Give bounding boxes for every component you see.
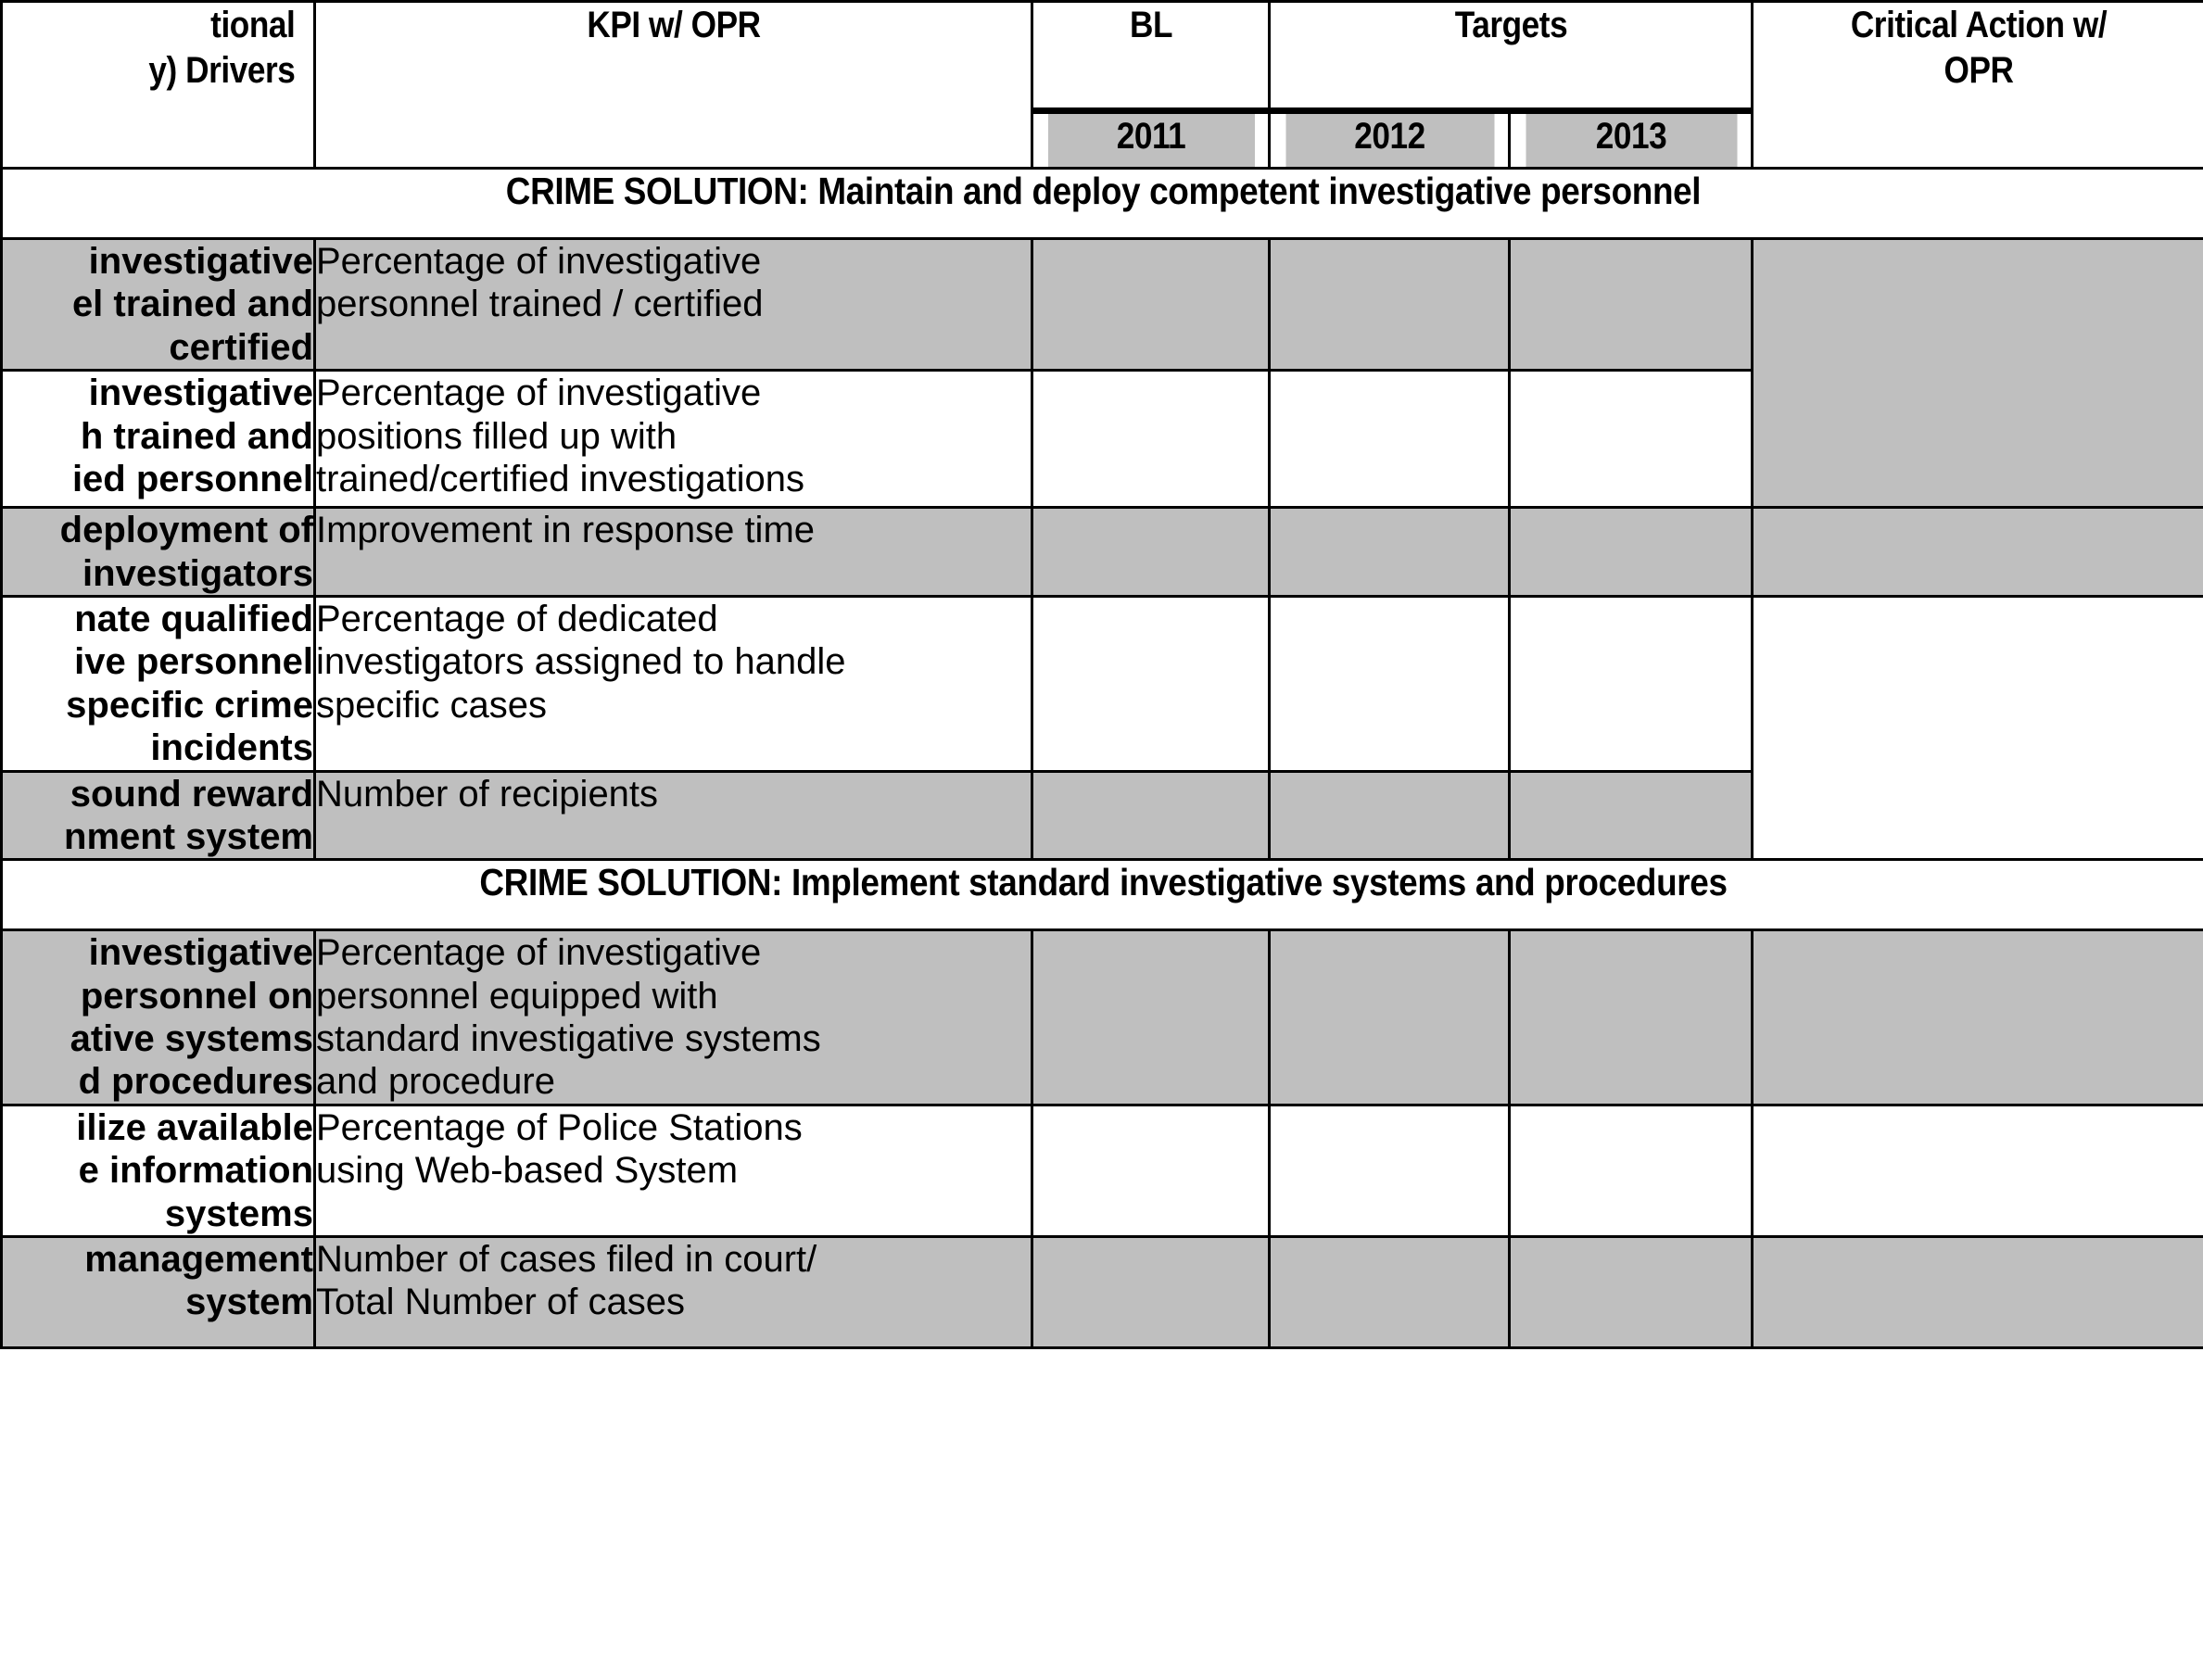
driver-line: ied personnel <box>71 458 313 499</box>
value-cell-2012[interactable] <box>1270 596 1510 771</box>
header-critical-action-line2: OPR <box>1943 49 2013 91</box>
critical-action-cell[interactable] <box>1753 508 2203 597</box>
header-row-primary <box>2 2 2203 111</box>
driver-line: sound reward <box>70 773 313 815</box>
header-critical-action <box>1779 2 2177 169</box>
table-row <box>2 596 2203 771</box>
driver-cell <box>2 596 315 771</box>
kpi-line: Percentage of dedicated <box>316 598 718 639</box>
driver-line: investigators <box>82 552 313 594</box>
kpi-cell <box>315 930 1032 1105</box>
section-banner-row <box>2 169 2203 239</box>
header-baseline-label: BL <box>1129 5 1172 45</box>
value-cell-2013[interactable] <box>1510 930 1753 1105</box>
kpi-line: personnel equipped with <box>316 975 718 1017</box>
value-cell-2012[interactable] <box>1270 1237 1510 1348</box>
header-kpi <box>358 2 989 169</box>
kpi-cell <box>315 771 1032 860</box>
value-cell-2013[interactable] <box>1510 771 1753 860</box>
driver-line: specific crime <box>66 684 313 726</box>
value-cell-bl[interactable] <box>1032 930 1270 1105</box>
driver-cell <box>2 771 315 860</box>
value-cell-bl[interactable] <box>1032 508 1270 597</box>
driver-line: d procedures <box>78 1061 313 1103</box>
value-cell-2013[interactable] <box>1510 239 1753 371</box>
section-title-1: CRIME SOLUTION: Maintain and deploy competent investigative personnel <box>111 169 2094 239</box>
value-cell-2012[interactable] <box>1270 771 1510 860</box>
kpi-line: investigators assigned to handle <box>316 641 846 683</box>
driver-line: nment system <box>64 815 313 857</box>
kpi-line: Improvement in response time <box>316 510 816 551</box>
driver-cell <box>2 1105 315 1236</box>
value-cell-bl[interactable] <box>1032 239 1270 371</box>
header-year-2011 <box>1046 111 1255 169</box>
section-title-2: CRIME SOLUTION: Implement standard investigative systems and procedures <box>111 860 2094 930</box>
driver-line: deployment of <box>59 510 313 551</box>
value-cell-2013[interactable] <box>1510 508 1753 597</box>
value-cell-2013[interactable] <box>1510 371 1753 508</box>
critical-action-cell[interactable] <box>1753 239 2203 508</box>
kpi-cell <box>315 1105 1032 1236</box>
table-row <box>2 1105 2203 1236</box>
critical-action-cell[interactable] <box>1753 930 2203 1105</box>
table-row <box>2 508 2203 597</box>
value-cell-2012[interactable] <box>1270 508 1510 597</box>
driver-line: ilize available <box>76 1106 313 1148</box>
value-cell-2012[interactable] <box>1270 239 1510 371</box>
kpi-cell <box>315 371 1032 508</box>
header-drivers-line2: y) Drivers <box>147 49 295 91</box>
kpi-cell <box>315 239 1032 371</box>
driver-cell <box>2 508 315 597</box>
value-cell-bl[interactable] <box>1032 771 1270 860</box>
driver-line: investigative <box>88 241 313 282</box>
driver-cell <box>2 1237 315 1348</box>
critical-action-cell[interactable] <box>1753 1237 2203 1348</box>
kpi-line: Percentage of investigative <box>316 932 762 974</box>
value-cell-2013[interactable] <box>1510 596 1753 771</box>
kpi-line: standard investigative systems <box>316 1018 821 1060</box>
header-year-2011-label: 2011 <box>1116 116 1185 157</box>
header-drivers-line1: tional <box>209 5 295 45</box>
kpi-line: specific cases <box>316 684 547 726</box>
kpi-line: Number of cases filed in court/ <box>316 1239 817 1281</box>
driver-line: incidents <box>150 727 313 769</box>
driver-line: investigative <box>88 932 313 974</box>
driver-line: ative systems <box>70 1018 313 1060</box>
value-cell-2012[interactable] <box>1270 371 1510 508</box>
header-year-2013-label: 2013 <box>1595 116 1666 157</box>
driver-line: el trained and <box>71 284 313 325</box>
kpi-cell <box>315 596 1032 771</box>
driver-line: nate qualified <box>74 598 313 639</box>
driver-line: system <box>185 1282 313 1323</box>
kpi-line: positions filled up with <box>316 415 677 457</box>
value-cell-bl[interactable] <box>1032 1237 1270 1348</box>
table-row <box>2 239 2203 371</box>
value-cell-bl[interactable] <box>1032 1105 1270 1236</box>
header-year-2013 <box>1524 111 1738 169</box>
header-targets-label: Targets <box>1454 5 1567 45</box>
driver-line: systems <box>164 1193 313 1234</box>
header-baseline <box>1046 2 1255 111</box>
header-drivers <box>20 2 296 169</box>
kpi-line: trained/certified investigations <box>316 458 804 499</box>
kpi-line: Percentage of investigative <box>316 373 762 414</box>
kpi-line: Percentage of investigative <box>316 241 762 282</box>
kpi-line: Percentage of Police Stations <box>316 1106 803 1148</box>
driver-line: ive personnel <box>74 641 313 683</box>
critical-action-cell[interactable] <box>1753 1105 2203 1236</box>
value-cell-bl[interactable] <box>1032 371 1270 508</box>
driver-cell <box>2 371 315 508</box>
driver-line: investigative <box>88 373 313 414</box>
value-cell-bl[interactable] <box>1032 596 1270 771</box>
table-header <box>2 2 2203 169</box>
kpi-line: personnel trained / certified <box>316 284 764 325</box>
value-cell-2012[interactable] <box>1270 930 1510 1105</box>
kpi-cell <box>315 1237 1032 1348</box>
kpi-line: Number of recipients <box>316 773 659 815</box>
table-body <box>2 169 2203 1348</box>
section-banner-row <box>2 860 2203 930</box>
table-row <box>2 930 2203 1105</box>
header-year-2012 <box>1284 111 1495 169</box>
driver-line: e information <box>78 1150 313 1192</box>
driver-line: h trained and <box>80 415 313 457</box>
driver-line: management <box>84 1239 313 1281</box>
kpi-line: using Web-based System <box>316 1150 739 1192</box>
kpi-cell <box>315 508 1032 597</box>
table-row <box>2 1237 2203 1348</box>
driver-line: personnel on <box>80 975 313 1017</box>
header-critical-action-line1: Critical Action w/ <box>1850 5 2107 45</box>
kpi-line: and procedure <box>316 1061 555 1103</box>
header-kpi-label: KPI w/ OPR <box>586 5 761 45</box>
critical-action-cell[interactable] <box>1753 596 2203 859</box>
kpi-line: Total Number of cases <box>316 1282 685 1323</box>
value-cell-2012[interactable] <box>1270 1105 1510 1236</box>
header-targets <box>1298 2 1723 111</box>
driver-line: certified <box>169 326 313 368</box>
driver-cell <box>2 239 315 371</box>
value-cell-2013[interactable] <box>1510 1237 1753 1348</box>
header-year-2012-label: 2012 <box>1353 116 1425 157</box>
value-cell-2013[interactable] <box>1510 1105 1753 1236</box>
driver-cell <box>2 930 315 1105</box>
